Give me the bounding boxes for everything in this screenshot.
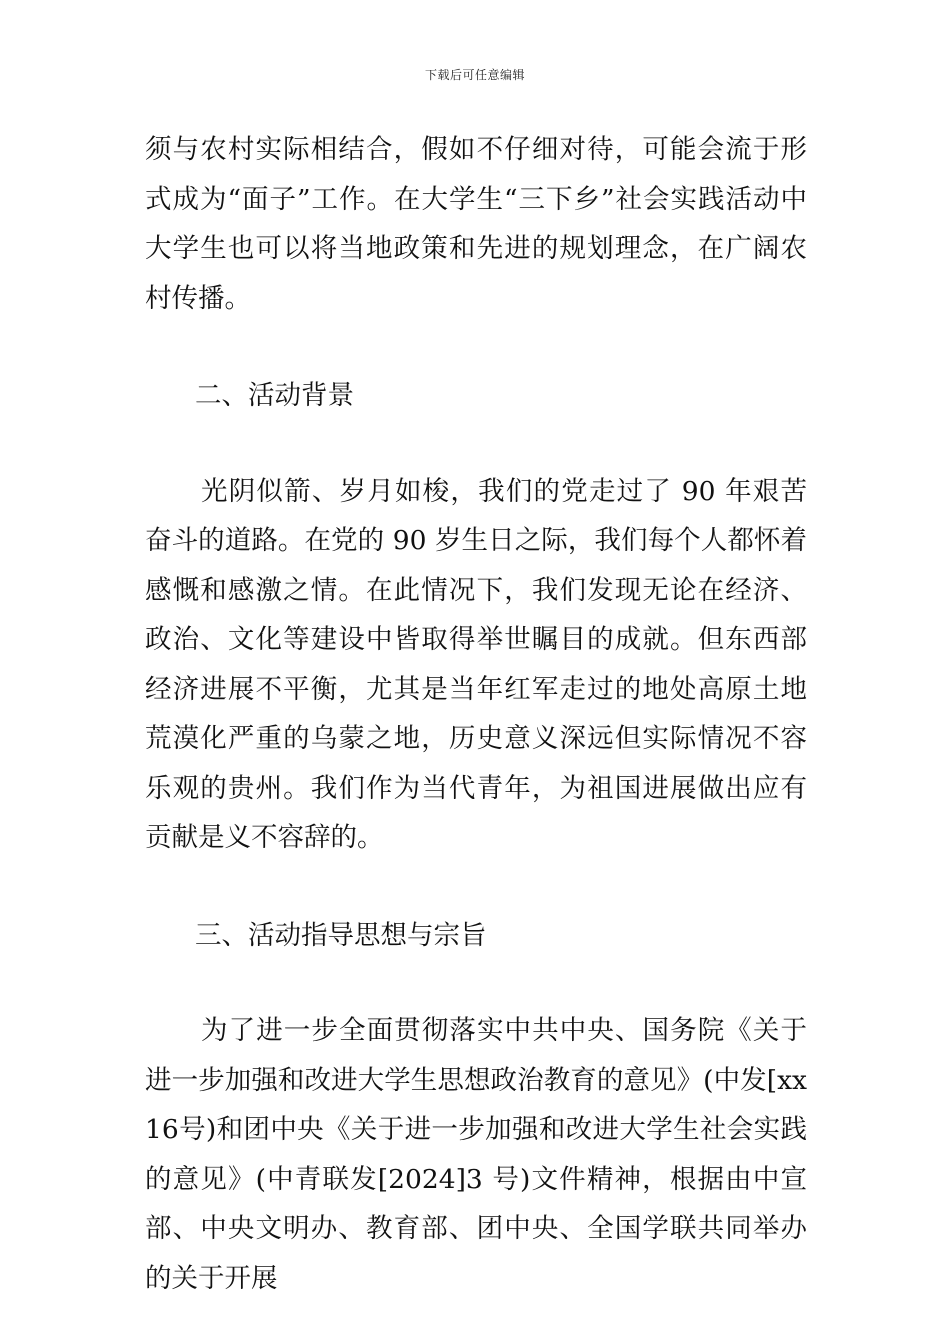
spacer [145, 323, 807, 371]
page-header-note: 下载后可任意编辑 [424, 68, 525, 82]
spacer [145, 863, 807, 911]
spacer [145, 421, 807, 467]
paragraph-background: 光阴似箭、岁月如梭，我们的党走过了 90 年艰苦奋斗的道路。在党的 90 岁生日之际，我们每个人都怀着感慨和感激之情。在此情况下，我们发现无论在经济、政治、文化等建设中皆取得举世瞩目的成就。但东西部经济进展不平衡，尤其是当年红军走过的地处高原土地荒漠化严重的乌蒙之地，历史意义深远但实际情况不容乐观的贵州。我们作为当代青年，为祖国进展做出应有贡献是义不容辞的。 [145, 475, 807, 853]
document-body [145, 125, 807, 1303]
paragraph-guiding-principles: 为了进一步全面贯彻落实中共中央、国务院《关于进一步加强和改进大学生思想政治教育的意见》(中发[xx16号)和团中央《关于进一步加强和改进大学生社会实践的意见》(中青联发[2024]3 号)文件精神，根据由中宣部、中央文明办、教育部、团中央、全国学联共同举办的关于开展 [145, 1015, 807, 1294]
spacer [145, 960, 807, 1006]
section-heading-guiding-principles: 三、活动指导思想与宗旨 [195, 919, 487, 951]
section-heading-background: 二、活动背景 [195, 380, 354, 411]
paragraph-intro-continuation: 须与农村实际相结合，假如不仔细对待，可能会流于形式成为“面子”工作。在大学生“三下乡”社会实践活动中大学生也可以将当地政策和先进的规划理念，在广阔农村传播。 [145, 134, 807, 314]
